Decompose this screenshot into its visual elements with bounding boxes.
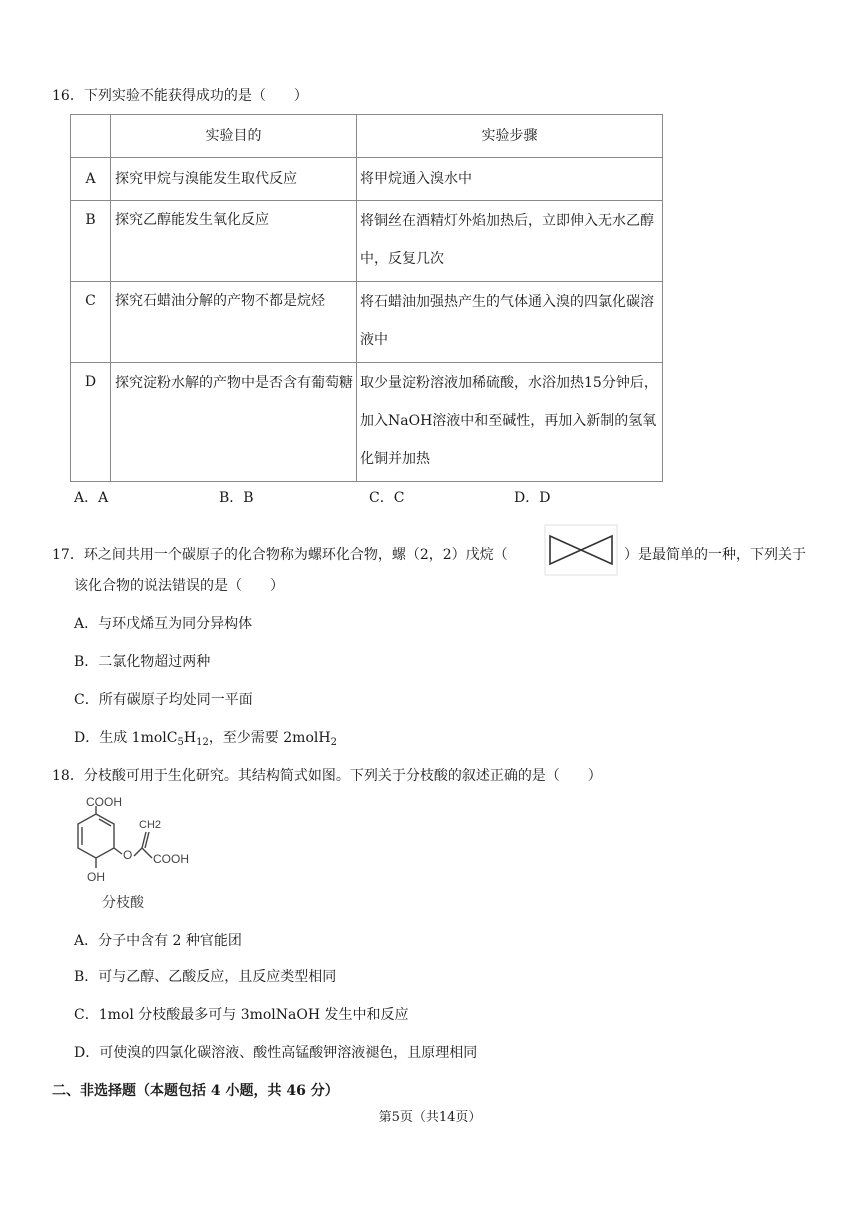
spiropentane-structure-icon: [544, 524, 618, 576]
q17-option-a: A．与环戊烯互为同分异构体: [74, 616, 253, 632]
q18-option-a: A．分子中含有 2 种官能团: [74, 933, 242, 949]
row-goal: 探究甲烷与溴能发生取代反应: [111, 158, 357, 201]
q18-option-b: B．可与乙醇、乙酸反应，且反应类型相同: [74, 969, 337, 985]
q17-stem-part2: ）是最简单的一种，下列关于: [624, 547, 806, 563]
q16-option-c: C．C: [369, 490, 405, 506]
section-2-title: 二、非选择题（本题包括 4 小题，共 46 分）: [52, 1083, 339, 1099]
q18-stem: 18．分枝酸可用于生化研究。其结构简式如图。下列关于分枝酸的叙述正确的是（ ）: [52, 768, 602, 784]
page-footer: 第5页（共14页）: [378, 1110, 482, 1125]
table-row: [71, 282, 663, 363]
chorismic-acid-structure: [60, 792, 210, 922]
row-step: 取少量淀粉溶液加稀硫酸，水浴加热15分钟后，加入NaOH溶液中和至碱性，再加入新制的氢氧化铜并加热: [360, 375, 658, 467]
row-goal: 探究乙醇能发生氧化反应: [111, 201, 357, 282]
q18-option-d: D．可使溴的四氯化碳溶液、酸性高锰酸钾溶液褪色，且原理相同: [74, 1045, 478, 1061]
row-goal: 探究石蜡油分解的产物不都是烷烃: [111, 282, 357, 363]
row-letter: A: [71, 158, 111, 201]
structure-label-oh: OH: [87, 870, 105, 884]
q16-option-b: B．B: [219, 490, 254, 506]
structure-label-cooh-side: COOH: [153, 852, 189, 866]
q18-option-c: C．1mol 分枝酸最多可与 3molNaOH 发生中和反应: [74, 1007, 409, 1023]
row-step: 将甲烷通入溴水中: [357, 158, 663, 201]
q16-option-d: D．D: [514, 490, 551, 506]
row-letter: D: [71, 363, 111, 482]
table-row: [71, 363, 663, 482]
q17-stem-line2: 该化合物的说法错误的是（ ）: [74, 578, 284, 594]
row-goal: 探究淀粉水解的产物中是否含有葡萄糖: [115, 375, 353, 391]
table-header-step: 实验步骤: [357, 115, 663, 158]
structure-label-name: 分枝酸: [102, 894, 144, 910]
table-row: [71, 158, 663, 201]
row-letter: B: [71, 201, 111, 282]
structure-label-cooh-top: COOH: [86, 795, 122, 809]
structure-label-o: O: [123, 848, 133, 862]
row-step: 将石蜡油加强热产生的气体通入溴的四氯化碳溶液中: [360, 294, 654, 348]
table-row: [71, 201, 663, 282]
structure-label-ch2: CH2: [139, 819, 162, 831]
table-header-goal: 实验目的: [111, 115, 357, 158]
q16-table: [70, 114, 663, 482]
q16-option-a: A．A: [74, 490, 109, 506]
row-step: 将铜丝在酒精灯外焰加热后，立即伸入无水乙醇中，反复几次: [360, 213, 654, 267]
q17-option-c: C．所有碳原子均处同一平面: [74, 692, 253, 708]
q17-option-b: B．二氯化物超过两种: [74, 654, 211, 670]
table-header-row: [71, 115, 663, 158]
row-letter: C: [71, 282, 111, 363]
table-header-blank: [71, 115, 111, 158]
q17-option-d: D．生成 $1molC_5H_{12}$，至少需要 2molH$_2$: [74, 730, 337, 748]
q17-stem-part1: 17．环之间共用一个碳原子的化合物称为螺环化合物，螺（2，2）戊烷（: [52, 547, 508, 563]
q16-stem: 16．下列实验不能获得成功的是（ ）: [52, 88, 308, 104]
